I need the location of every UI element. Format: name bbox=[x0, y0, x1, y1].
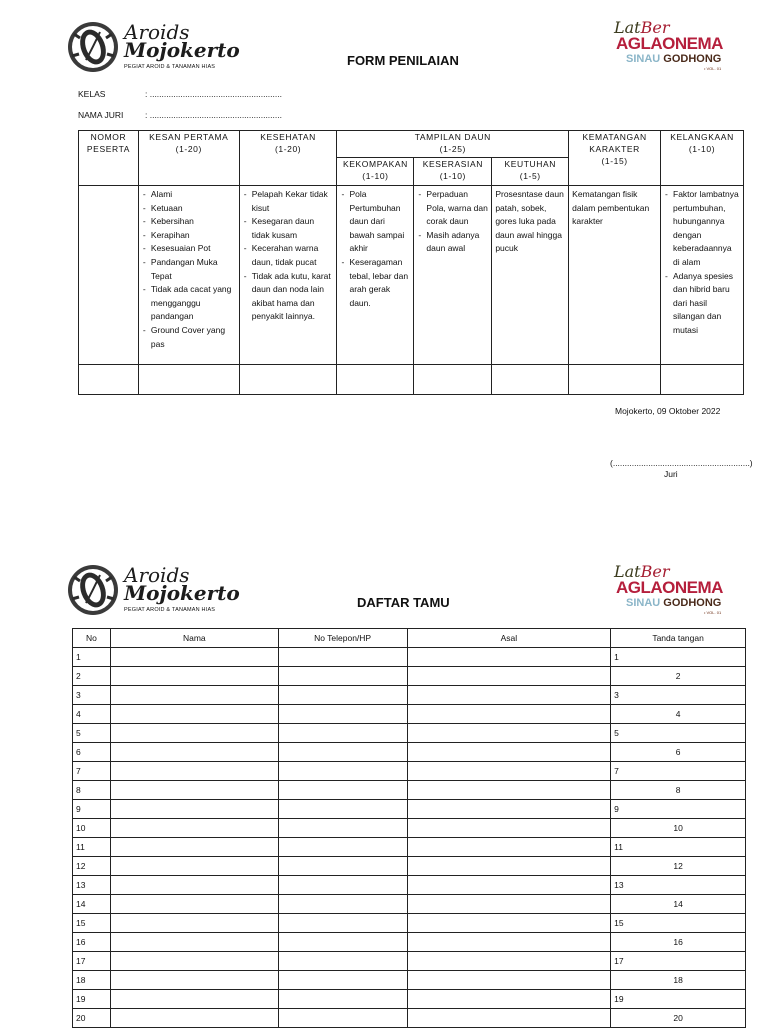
origin-cell[interactable] bbox=[407, 990, 611, 1009]
criteria-item: - Adanya spesies dan hibrid baru dari hasil silangan dan mutasi bbox=[673, 270, 740, 338]
row-number: 4 bbox=[73, 705, 111, 724]
kelas-field[interactable]: : ........................................................ bbox=[145, 89, 282, 99]
table-row bbox=[73, 686, 746, 705]
row-number: 15 bbox=[73, 914, 111, 933]
origin-cell[interactable] bbox=[407, 895, 611, 914]
phone-cell[interactable] bbox=[278, 800, 407, 819]
signature-cell[interactable]: 8 bbox=[611, 781, 746, 800]
signature-cell[interactable]: 12 bbox=[611, 857, 746, 876]
header-kematangan-karakter: KEMATANGAN KARAKTER (1-15) bbox=[569, 131, 661, 186]
origin-cell[interactable] bbox=[407, 838, 611, 857]
row-number: 6 bbox=[73, 743, 111, 762]
table-row bbox=[73, 914, 746, 933]
score-cell-kematangan[interactable] bbox=[569, 365, 661, 395]
header-kesehatan: KESEHATAN (1-20) bbox=[239, 131, 337, 186]
aglaonema-label: AGLAONEMA bbox=[616, 578, 723, 597]
signature-cell[interactable]: 16 bbox=[611, 933, 746, 952]
score-cell-keserasian[interactable] bbox=[414, 365, 492, 395]
origin-cell[interactable] bbox=[407, 1009, 611, 1028]
row-number: 14 bbox=[73, 895, 111, 914]
criteria-kekompakan bbox=[337, 186, 414, 365]
phone-cell[interactable] bbox=[278, 990, 407, 1009]
row-number: 16 bbox=[73, 933, 111, 952]
header-kesan-pertama: KESAN PERTAMA (1-20) bbox=[138, 131, 239, 186]
name-cell[interactable] bbox=[110, 819, 278, 838]
phone-cell[interactable] bbox=[278, 743, 407, 762]
criteria-item: - Perpaduan Pola, warna dan corak daun bbox=[426, 188, 488, 229]
table-row bbox=[73, 857, 746, 876]
score-cell-nomor[interactable] bbox=[79, 365, 139, 395]
criteria-item: - Kecerahan warna daun, tidak pucat bbox=[252, 242, 334, 269]
table-row bbox=[73, 819, 746, 838]
aroids-mojokerto-logo bbox=[66, 20, 240, 76]
signature-cell[interactable]: 5 bbox=[611, 724, 746, 743]
table-row bbox=[73, 667, 746, 686]
row-number: 13 bbox=[73, 876, 111, 895]
phone-cell[interactable] bbox=[278, 838, 407, 857]
signature-cell[interactable]: 6 bbox=[611, 743, 746, 762]
table-row bbox=[73, 743, 746, 762]
row-number: 8 bbox=[73, 781, 111, 800]
row-number: 20 bbox=[73, 1009, 111, 1028]
name-cell[interactable] bbox=[110, 705, 278, 724]
criteria-kelangkaan bbox=[661, 186, 744, 365]
origin-cell[interactable] bbox=[407, 914, 611, 933]
origin-cell[interactable] bbox=[407, 876, 611, 895]
table-row bbox=[73, 838, 746, 857]
kelas-label: KELAS bbox=[78, 89, 106, 99]
col-header-asal: Asal bbox=[407, 629, 611, 648]
name-cell[interactable] bbox=[110, 762, 278, 781]
signature-cell[interactable]: 11 bbox=[611, 838, 746, 857]
table-row bbox=[73, 724, 746, 743]
criteria-keserasian bbox=[414, 186, 492, 365]
criteria-item: - Masih adanya daun awal bbox=[426, 229, 488, 256]
row-number: 11 bbox=[73, 838, 111, 857]
signature-cell[interactable]: 14 bbox=[611, 895, 746, 914]
table-row bbox=[73, 933, 746, 952]
table-row bbox=[73, 648, 746, 667]
row-number: 9 bbox=[73, 800, 111, 819]
row-number: 5 bbox=[73, 724, 111, 743]
leaf-emblem-icon bbox=[66, 563, 120, 617]
signature-cell[interactable]: 7 bbox=[611, 762, 746, 781]
table-row bbox=[73, 952, 746, 971]
row-number: 1 bbox=[73, 648, 111, 667]
origin-cell[interactable] bbox=[407, 819, 611, 838]
phone-cell[interactable] bbox=[278, 952, 407, 971]
name-cell[interactable] bbox=[110, 933, 278, 952]
table-row bbox=[73, 800, 746, 819]
signature-cell[interactable]: 18 bbox=[611, 971, 746, 990]
phone-cell[interactable] bbox=[278, 1009, 407, 1028]
signature-cell[interactable]: 4 bbox=[611, 705, 746, 724]
leaf-emblem-icon bbox=[66, 20, 120, 74]
header-keserasian: KESERASIAN (1-10) bbox=[414, 158, 492, 186]
criteria-item: - Faktor lambatnya pertumbuhan, hubungannya dengan keberadaannya di alam bbox=[673, 188, 740, 270]
name-cell[interactable] bbox=[110, 990, 278, 1009]
name-cell[interactable] bbox=[110, 895, 278, 914]
latber-label: LatBer bbox=[614, 562, 670, 581]
guestbook-title: DAFTAR TAMU bbox=[357, 595, 450, 610]
name-cell[interactable] bbox=[110, 800, 278, 819]
aroids-mojokerto-logo-2 bbox=[66, 563, 240, 619]
guestbook-table bbox=[72, 628, 746, 1028]
name-cell[interactable] bbox=[110, 876, 278, 895]
name-cell[interactable] bbox=[110, 724, 278, 743]
signature-cell[interactable]: 1 bbox=[611, 648, 746, 667]
col-header-tanda-tangan: Tanda tangan bbox=[611, 629, 746, 648]
criteria-item: - Pola Pertumbuhan daun dari bawah sampai akhir bbox=[349, 188, 410, 256]
name-cell[interactable] bbox=[110, 971, 278, 990]
signature-cell[interactable]: 15 bbox=[611, 914, 746, 933]
criteria-item: - Kesesuaian Pot bbox=[151, 242, 236, 256]
origin-cell[interactable] bbox=[407, 743, 611, 762]
name-cell[interactable] bbox=[110, 1009, 278, 1028]
table-row bbox=[73, 1009, 746, 1028]
form-title: FORM PENILAIAN bbox=[347, 53, 459, 68]
origin-cell[interactable] bbox=[407, 781, 611, 800]
row-number: 10 bbox=[73, 819, 111, 838]
volume-label: • VOL. 01 bbox=[704, 66, 722, 71]
brand-tagline: PEGIAT AROID & TANAMAN HIAS bbox=[124, 64, 216, 70]
phone-cell[interactable] bbox=[278, 705, 407, 724]
brand-name-line1: Aroids bbox=[124, 563, 190, 587]
col-header-no: No bbox=[73, 629, 111, 648]
sinau-godhong-label: SINAU GODHONG bbox=[626, 597, 722, 609]
criteria-item: - Ground Cover yang pas bbox=[151, 324, 236, 351]
origin-cell[interactable] bbox=[407, 933, 611, 952]
criteria-keutuhan: Prosesntase daun patah, sobek, gores luka pada daun awal hingga pucuk bbox=[492, 186, 569, 365]
header-kekompakan: KEKOMPAKAN (1-10) bbox=[337, 158, 414, 186]
score-cell-kesehatan[interactable] bbox=[239, 365, 337, 395]
phone-cell[interactable] bbox=[278, 857, 407, 876]
header-kelangkaan: KELANGKAAN (1-10) bbox=[661, 131, 744, 186]
criteria-item: - Keseragaman tebal, lebar dan arah gerak daun. bbox=[349, 256, 410, 310]
col-header-nama: Nama bbox=[110, 629, 278, 648]
name-cell[interactable] bbox=[110, 667, 278, 686]
header-keutuhan: KEUTUHAN (1-5) bbox=[492, 158, 569, 186]
volume-label: • VOL. 01 bbox=[704, 610, 722, 615]
origin-cell[interactable] bbox=[407, 648, 611, 667]
row-number: 7 bbox=[73, 762, 111, 781]
score-entry-row bbox=[79, 365, 744, 395]
name-cell[interactable] bbox=[110, 952, 278, 971]
phone-cell[interactable] bbox=[278, 819, 407, 838]
row-number: 17 bbox=[73, 952, 111, 971]
name-cell[interactable] bbox=[110, 914, 278, 933]
nama-juri-label: NAMA JURI bbox=[78, 110, 124, 120]
row-number: 2 bbox=[73, 667, 111, 686]
phone-cell[interactable] bbox=[278, 876, 407, 895]
phone-cell[interactable] bbox=[278, 914, 407, 933]
guestbook-rows bbox=[73, 648, 746, 1028]
signature-cell[interactable]: 13 bbox=[611, 876, 746, 895]
signature-cell[interactable]: 19 bbox=[611, 990, 746, 1009]
origin-cell[interactable] bbox=[407, 705, 611, 724]
row-number: 3 bbox=[73, 686, 111, 705]
signature-cell[interactable]: 3 bbox=[611, 686, 746, 705]
criteria-kesan-pertama bbox=[138, 186, 239, 365]
brand-name-line2: Mojokerto bbox=[124, 38, 240, 62]
score-cell-kelangkaan[interactable] bbox=[661, 365, 744, 395]
phone-cell[interactable] bbox=[278, 667, 407, 686]
name-cell[interactable] bbox=[110, 648, 278, 667]
place-date: Mojokerto, 09 Oktober 2022 bbox=[615, 406, 721, 416]
table-row bbox=[73, 705, 746, 724]
phone-cell[interactable] bbox=[278, 895, 407, 914]
criteria-kesehatan bbox=[239, 186, 337, 365]
name-cell[interactable] bbox=[110, 743, 278, 762]
signature-cell[interactable]: 2 bbox=[611, 667, 746, 686]
table-row bbox=[73, 895, 746, 914]
origin-cell[interactable] bbox=[407, 686, 611, 705]
brand-tagline: PEGIAT AROID & TANAMAN HIAS bbox=[124, 607, 216, 613]
aglaonema-label: AGLAONEMA bbox=[616, 34, 723, 53]
name-cell[interactable] bbox=[110, 857, 278, 876]
phone-cell[interactable] bbox=[278, 724, 407, 743]
signature-label: Juri bbox=[664, 469, 678, 479]
origin-cell[interactable] bbox=[407, 971, 611, 990]
sinau-godhong-label: SINAU GODHONG bbox=[626, 53, 722, 65]
latber-aglaonema-logo-2 bbox=[612, 562, 744, 614]
name-cell[interactable] bbox=[110, 686, 278, 705]
phone-cell[interactable] bbox=[278, 686, 407, 705]
signature-cell[interactable]: 10 bbox=[611, 819, 746, 838]
origin-cell[interactable] bbox=[407, 724, 611, 743]
score-cell-kesan[interactable] bbox=[138, 365, 239, 395]
score-cell-keutuhan[interactable] bbox=[492, 365, 569, 395]
criteria-item: - Kesegaran daun tidak kusam bbox=[252, 215, 334, 242]
row-number: 19 bbox=[73, 990, 111, 1009]
col-header-telepon: No Telepon/HP bbox=[278, 629, 407, 648]
brand-name-line1: Aroids bbox=[124, 20, 190, 44]
signature-cell[interactable]: 20 bbox=[611, 1009, 746, 1028]
phone-cell[interactable] bbox=[278, 781, 407, 800]
criteria-item: - Alami bbox=[151, 188, 236, 202]
brand-name-line2: Mojokerto bbox=[124, 581, 240, 605]
latber-aglaonema-logo bbox=[612, 18, 744, 70]
criteria-item: - Tidak ada kutu, karat daun dan noda lain akibat hama dan penyakit lainnya. bbox=[252, 270, 334, 324]
phone-cell[interactable] bbox=[278, 933, 407, 952]
table-row bbox=[73, 876, 746, 895]
signature-cell[interactable]: 17 bbox=[611, 952, 746, 971]
score-cell-kekompakan[interactable] bbox=[337, 365, 414, 395]
signature-line[interactable]: (..........................................................) bbox=[610, 458, 753, 468]
origin-cell[interactable] bbox=[407, 952, 611, 971]
header-tampilan-daun: TAMPILAN DAUN (1-25) bbox=[337, 131, 569, 158]
phone-cell[interactable] bbox=[278, 971, 407, 990]
scoring-table bbox=[78, 130, 744, 395]
signature-cell[interactable]: 9 bbox=[611, 800, 746, 819]
name-cell[interactable] bbox=[110, 781, 278, 800]
origin-cell[interactable] bbox=[407, 800, 611, 819]
phone-cell[interactable] bbox=[278, 762, 407, 781]
phone-cell[interactable] bbox=[278, 648, 407, 667]
table-row bbox=[73, 990, 746, 1009]
header-nomor-peserta: NOMOR PESERTA bbox=[79, 131, 139, 186]
name-cell[interactable] bbox=[110, 838, 278, 857]
table-row bbox=[73, 971, 746, 990]
criteria-kematangan: Kematangan fisik dalam pembentukan karakter bbox=[569, 186, 661, 365]
criteria-item: - Pandangan Muka Tepat bbox=[151, 256, 236, 283]
criteria-item: - Kerapihan bbox=[151, 229, 236, 243]
criteria-item: - Kebersihan bbox=[151, 215, 236, 229]
row-number: 12 bbox=[73, 857, 111, 876]
latber-label: LatBer bbox=[614, 18, 670, 37]
origin-cell[interactable] bbox=[407, 857, 611, 876]
nama-juri-field[interactable]: : ........................................................ bbox=[145, 110, 282, 120]
criteria-nomor-cell bbox=[79, 186, 139, 365]
table-row bbox=[73, 781, 746, 800]
criteria-item: - Tidak ada cacat yang mengganggu pandangan bbox=[151, 283, 236, 324]
criteria-item: - Ketuaan bbox=[151, 202, 236, 216]
row-number: 18 bbox=[73, 971, 111, 990]
origin-cell[interactable] bbox=[407, 762, 611, 781]
origin-cell[interactable] bbox=[407, 667, 611, 686]
table-row bbox=[73, 762, 746, 781]
criteria-item: - Pelapah Kekar tidak kisut bbox=[252, 188, 334, 215]
